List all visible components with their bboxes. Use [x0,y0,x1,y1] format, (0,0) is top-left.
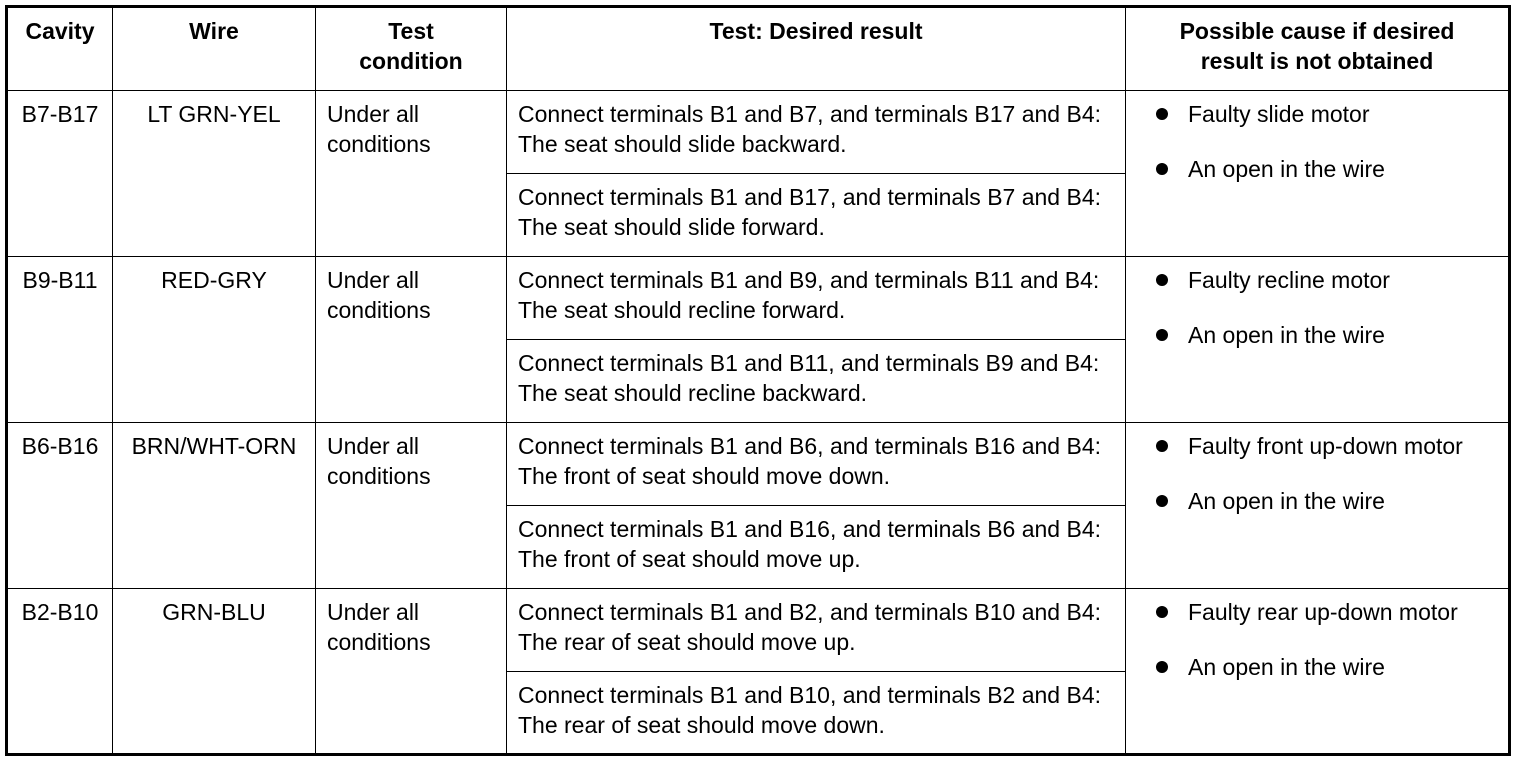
condition-cell [316,91,507,257]
cause-text: Faulty rear up-down motor [1188,599,1458,625]
wire-cell: LT GRN-YEL [113,91,316,257]
cause-item [1152,431,1500,461]
result-cell: Connect terminals B1 and B10, and terminals B2 and B4: The rear of seat should move down. [507,672,1126,755]
result-cell: Connect terminals B1 and B7, and terminals B17 and B4: The seat should slide backward. [507,91,1126,174]
cause-text: Faulty front up-down motor [1188,433,1463,459]
header-test-condition [316,7,507,91]
header-test-condition-text: Test condition [359,18,463,74]
cavity-cell: B6-B16 [7,423,113,589]
header-possible-cause-text: Possible cause if desired result is not obtained [1179,18,1455,74]
condition-cell [316,589,507,755]
cause-cell [1126,91,1510,257]
cause-item [1152,486,1500,516]
cause-item [1152,265,1500,295]
cause-item [1152,652,1500,682]
cause-text: Faulty recline motor [1188,267,1390,293]
bullet-icon [1156,163,1168,175]
bullet-icon [1156,661,1168,673]
cause-text: An open in the wire [1188,654,1385,680]
condition-text: Under all conditions [327,599,431,655]
cause-cell [1126,423,1510,589]
cavity-cell: B7-B17 [7,91,113,257]
result-cell: Connect terminals B1 and B9, and terminals B11 and B4: The seat should recline forward. [507,257,1126,340]
diagnostic-table-container [5,5,1511,756]
diagnostic-table [5,5,1511,756]
result-cell: Connect terminals B1 and B6, and terminals B16 and B4: The front of seat should move down. [507,423,1126,506]
cause-text: An open in the wire [1188,488,1385,514]
cause-text: Faulty slide motor [1188,101,1370,127]
condition-text: Under all conditions [327,433,431,489]
bullet-icon [1156,606,1168,618]
cause-item [1152,597,1500,627]
bullet-icon [1156,108,1168,120]
result-cell: Connect terminals B1 and B2, and terminals B10 and B4: The rear of seat should move up. [507,589,1126,672]
header-row [7,7,1510,91]
bullet-icon [1156,440,1168,452]
bullet-icon [1156,495,1168,507]
header-possible-cause [1126,7,1510,91]
cause-item [1152,99,1500,129]
table-row [7,91,1510,174]
cause-cell [1126,589,1510,755]
cause-text: An open in the wire [1188,156,1385,182]
table-row [7,257,1510,340]
wire-cell: GRN-BLU [113,589,316,755]
result-cell: Connect terminals B1 and B11, and terminals B9 and B4: The seat should recline backward. [507,340,1126,423]
bullet-icon [1156,274,1168,286]
header-cavity: Cavity [7,7,113,91]
cause-item [1152,320,1500,350]
condition-cell [316,423,507,589]
result-cell: Connect terminals B1 and B16, and terminals B6 and B4: The front of seat should move up. [507,506,1126,589]
condition-cell [316,257,507,423]
header-desired-result: Test: Desired result [507,7,1126,91]
cavity-cell: B9-B11 [7,257,113,423]
cavity-cell: B2-B10 [7,589,113,755]
cause-text: An open in the wire [1188,322,1385,348]
wire-cell: RED-GRY [113,257,316,423]
bullet-icon [1156,329,1168,341]
condition-text: Under all conditions [327,101,431,157]
table-row [7,423,1510,506]
table-row [7,589,1510,672]
result-cell: Connect terminals B1 and B17, and terminals B7 and B4: The seat should slide forward. [507,174,1126,257]
condition-text: Under all conditions [327,267,431,323]
header-wire: Wire [113,7,316,91]
cause-item [1152,154,1500,184]
cause-cell [1126,257,1510,423]
wire-cell: BRN/WHT-ORN [113,423,316,589]
